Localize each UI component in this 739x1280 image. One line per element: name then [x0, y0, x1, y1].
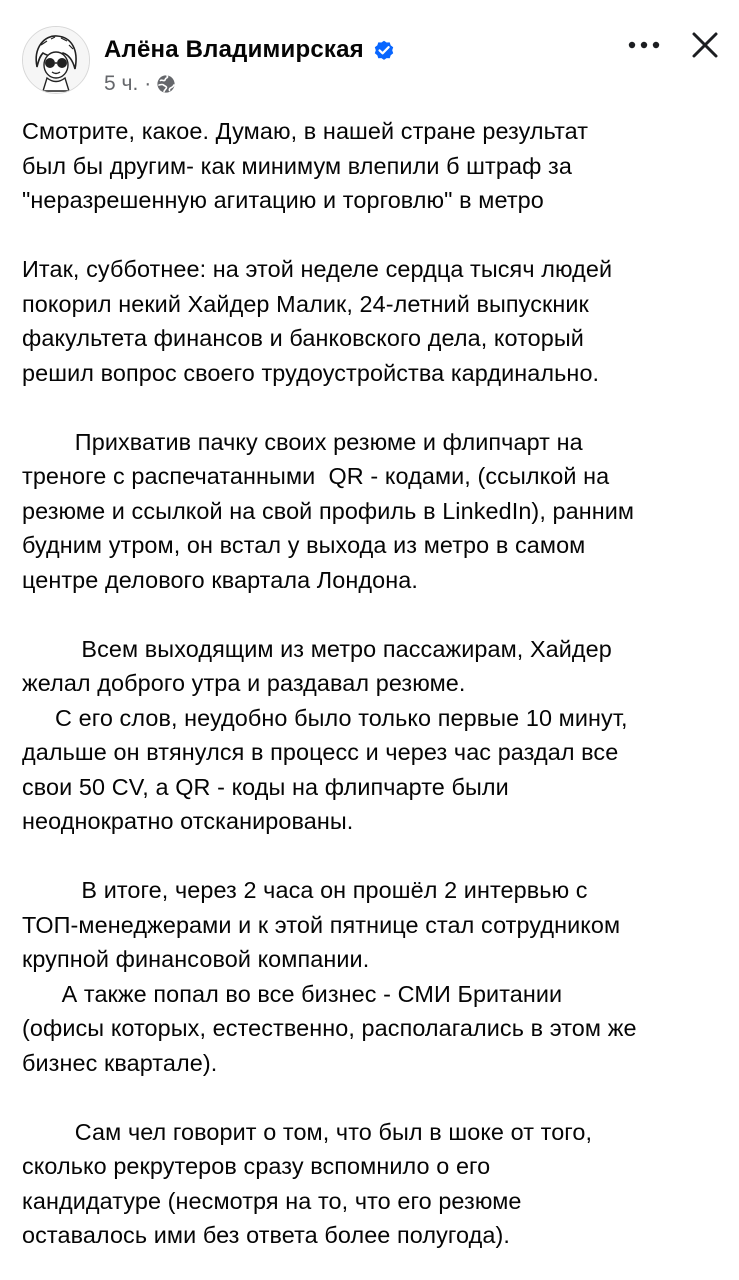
post-time[interactable]: 5 ч.	[104, 72, 139, 95]
more-horizontal-icon	[626, 40, 662, 50]
close-icon	[690, 30, 720, 60]
post-paragraph: Сам чел говорит о том, что был в шоке от того, сколько рекрутеров сразу вспомнило о его кандидатуре (несмотря на то, что его резюме оставалось ими без ответа более полугода).	[22, 1118, 593, 1248]
post-paragraph: Смотрите, какое. Думаю, в нашей стране результат был бы другим- как минимум влепили б штраф за "неразрешенную агитацию и торговлю" в метро	[22, 118, 589, 213]
post-paragraph: Итак, субботнее: на этой неделе сердца тысяч людей покорил некий Хайдер Малик, 24-летний выпускник факультета финансов и банковского дела, который решил вопрос своего трудоустройства кардинально.	[22, 256, 613, 386]
post-meta	[104, 70, 176, 98]
meta-separator: ·	[144, 72, 152, 95]
avatar-illustration	[23, 27, 89, 93]
post-text	[22, 114, 722, 1253]
verified-badge-icon	[372, 38, 396, 62]
more-options-button[interactable]	[622, 30, 666, 60]
post-paragraph: В итоге, через 2 часа он прошёл 2 интервью с ТОП-менеджерами и к этой пятнице стал сотрудником крупной финансовой компании. А также попал во все бизнес - СМИ Британии (офисы которых, естественно, располагались в этом же бизнес квартале).	[22, 877, 637, 1076]
post-paragraph: Всем выходящим из метро пассажирам, Хайдер желал доброго утра и раздавал резюме. С его слов, неудобно было только первые 10 минут, дальше он втянулся в процесс и через час раздал все свои 50 CV, а QR - коды на флипчарте были неоднократно отсканированы.	[22, 635, 628, 834]
author-name[interactable]: Алёна Владимирская	[104, 36, 364, 63]
close-button[interactable]	[686, 26, 724, 64]
post-paragraph: Прихватив пачку своих резюме и флипчарт на треноге с распечатанными QR - кодами, (ссылкой на резюме и ссылкой на свой профиль в LinkedIn), ранним будним утром, он встал у выхода из метро в самом центре делового квартала Лондона.	[22, 428, 635, 593]
post-header	[0, 0, 739, 110]
avatar[interactable]	[22, 26, 90, 94]
author-row	[104, 33, 396, 67]
globe-icon	[156, 74, 176, 94]
